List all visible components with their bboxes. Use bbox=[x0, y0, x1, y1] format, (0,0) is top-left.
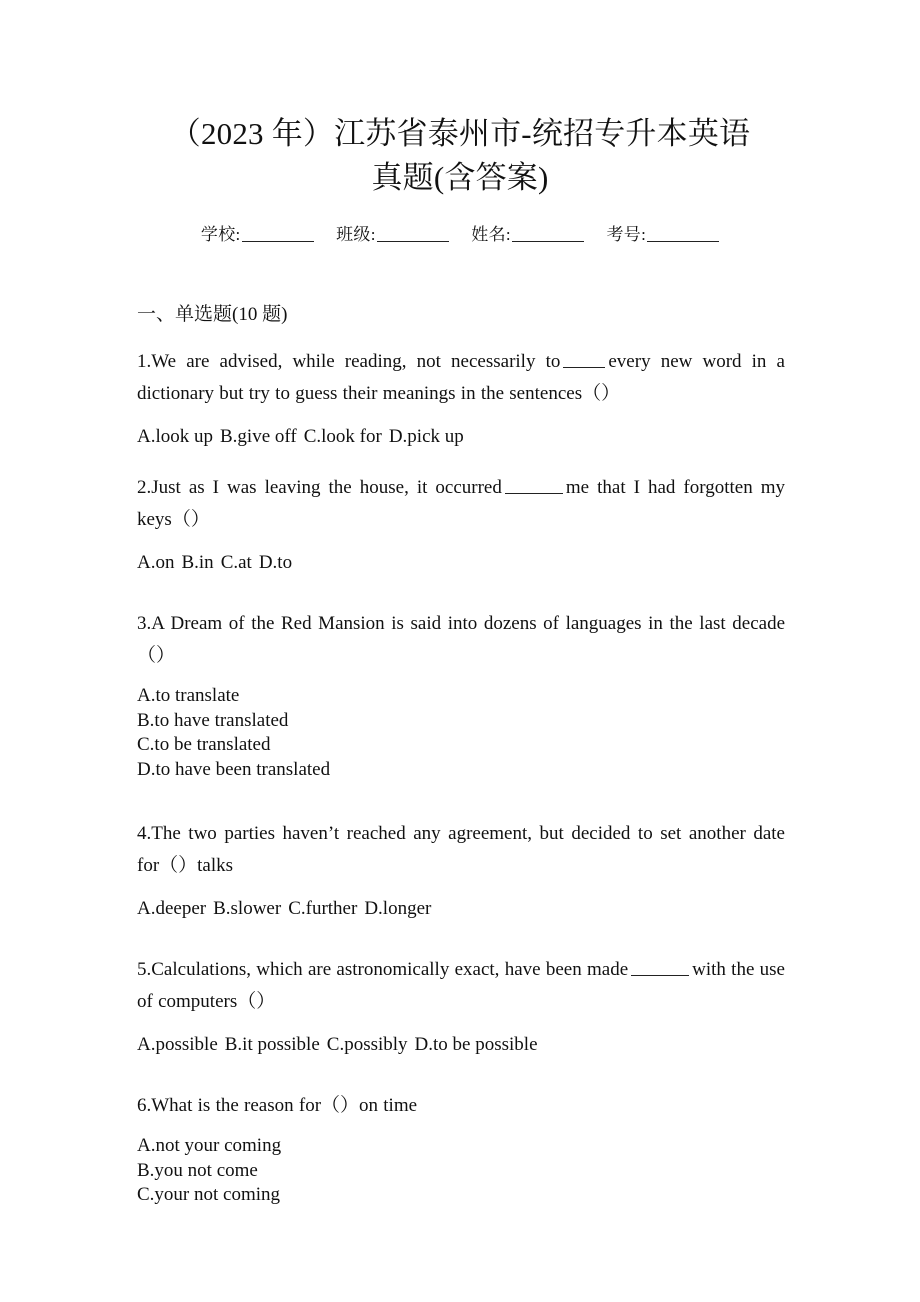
option-b[interactable]: B.it possible bbox=[224, 1034, 320, 1055]
question-5 bbox=[137, 954, 785, 1060]
option-d[interactable]: D.to bbox=[258, 552, 293, 573]
option-b[interactable]: B.you not come bbox=[137, 1159, 258, 1181]
info-blank-name[interactable] bbox=[512, 226, 584, 242]
info-blank-exam-number[interactable] bbox=[647, 226, 719, 242]
option-b[interactable]: B.slower bbox=[213, 898, 282, 919]
option-c[interactable]: C.your not coming bbox=[137, 1184, 281, 1205]
option-c[interactable]: C.to be translated bbox=[137, 734, 271, 755]
question-3 bbox=[137, 608, 785, 782]
document-header bbox=[0, 0, 920, 248]
option-a[interactable]: A.possible bbox=[137, 1034, 218, 1055]
question-6-options bbox=[137, 1134, 785, 1208]
option-d[interactable]: D.pick up bbox=[388, 426, 464, 447]
option-c[interactable]: C.look for bbox=[303, 426, 382, 447]
info-blank-school[interactable] bbox=[242, 226, 314, 242]
question-5-stem-after: with the use of computers（） bbox=[137, 959, 785, 1012]
option-c[interactable]: C.possibly bbox=[326, 1034, 408, 1055]
question-4 bbox=[137, 818, 785, 924]
question-4-stem-before: 4.The two parties haven’t reached any agreement, but decided to set another date for（）talks bbox=[137, 823, 785, 876]
info-field-exam-number bbox=[606, 222, 719, 248]
question-1-stem bbox=[137, 346, 785, 410]
option-a[interactable]: A.deeper bbox=[137, 898, 207, 919]
option-c[interactable]: C.at bbox=[220, 552, 252, 573]
info-blank-class[interactable] bbox=[377, 226, 449, 242]
info-field-school bbox=[201, 222, 314, 248]
option-d[interactable]: D.to have been translated bbox=[137, 758, 331, 780]
option-a[interactable]: A.not your coming bbox=[137, 1135, 282, 1156]
page-title bbox=[110, 112, 810, 200]
option-d[interactable]: D.longer bbox=[364, 898, 432, 919]
question-1-blank[interactable] bbox=[563, 353, 605, 368]
question-5-stem bbox=[137, 954, 785, 1018]
question-5-options bbox=[137, 1030, 785, 1060]
exam-content bbox=[0, 248, 920, 1208]
question-5-stem-before: 5.Calculations, which are astronomically exact, have been made bbox=[137, 959, 629, 980]
info-label-class: 班级: bbox=[336, 225, 376, 244]
info-field-name bbox=[471, 222, 584, 248]
question-1-options bbox=[137, 422, 785, 452]
option-d[interactable]: D.to be possible bbox=[414, 1034, 538, 1055]
student-info-line bbox=[0, 222, 920, 248]
question-6 bbox=[137, 1090, 785, 1208]
question-5-blank[interactable] bbox=[631, 961, 689, 976]
question-4-options bbox=[137, 894, 785, 924]
question-2-options bbox=[137, 548, 785, 578]
question-2-stem-before: 2.Just as I was leaving the house, it occurred bbox=[137, 477, 502, 498]
question-4-stem bbox=[137, 818, 785, 882]
option-b[interactable]: B.give off bbox=[220, 426, 297, 447]
question-3-stem-before: 3.A Dream of the Red Mansion is said into dozens of languages in the last decade（） bbox=[137, 613, 785, 666]
info-field-class bbox=[336, 222, 449, 248]
question-2-blank[interactable] bbox=[505, 479, 563, 494]
question-2-stem-after: me that I had forgotten my keys（） bbox=[137, 477, 785, 530]
title-line-2: 真题(含答案) bbox=[371, 160, 549, 195]
option-a[interactable]: A.to translate bbox=[137, 685, 240, 706]
section-single-choice bbox=[137, 300, 785, 1208]
question-1-stem-before: 1.We are advised, while reading, not necessarily to bbox=[137, 351, 561, 372]
question-1 bbox=[137, 346, 785, 452]
title-line-1: （2023 年）江苏省泰州市-统招专升本英语 bbox=[169, 116, 751, 151]
question-3-options bbox=[137, 684, 785, 782]
question-2 bbox=[137, 472, 785, 578]
section-heading: 一、单选题(10 题) bbox=[137, 304, 288, 325]
option-b[interactable]: B.in bbox=[181, 552, 214, 573]
question-1-stem-after: every new word in a dictionary but try to guess their meanings in the sentences（） bbox=[137, 351, 785, 404]
question-6-stem-before: 6.What is the reason for（）on time bbox=[137, 1095, 418, 1116]
question-6-stem bbox=[137, 1090, 785, 1122]
info-label-school: 学校: bbox=[200, 225, 241, 244]
question-3-stem bbox=[137, 608, 785, 672]
option-b[interactable]: B.to have translated bbox=[137, 709, 289, 731]
info-label-name: 姓名: bbox=[471, 225, 511, 244]
option-a[interactable]: A.look up bbox=[137, 426, 213, 447]
question-2-stem bbox=[137, 472, 785, 536]
option-c[interactable]: C.further bbox=[288, 898, 358, 919]
option-a[interactable]: A.on bbox=[137, 552, 175, 573]
info-label-exam-number: 考号: bbox=[606, 225, 647, 244]
